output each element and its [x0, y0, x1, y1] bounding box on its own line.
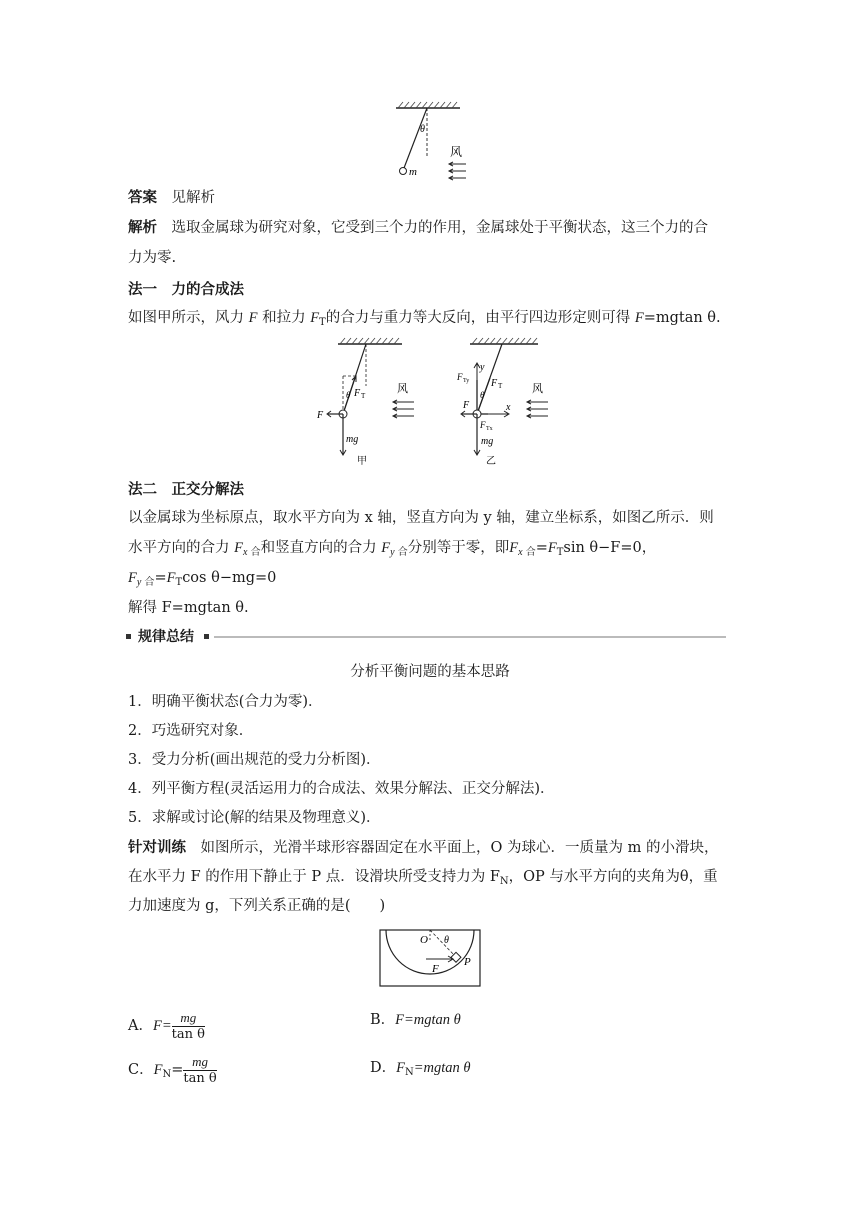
svg-text:θ: θ: [480, 390, 485, 400]
svg-text:θ: θ: [346, 390, 351, 400]
practice-line1: 针对训练 如图所示，光滑半球形容器固定在水平面上，O 为球心．一质量为 m 的小滑块，: [128, 840, 719, 856]
summary-item-4: 4．列平衡方程(灵活运用力的合成法、效果分解法、正交分解法)．: [128, 781, 555, 797]
summary-item-5: 5．求解或讨论(解的结果及物理意义)．: [128, 810, 381, 826]
mass-label: m: [409, 166, 417, 178]
wind-label: 风: [450, 145, 463, 159]
option-b[interactable]: B．F=mgtan θ: [370, 1012, 461, 1028]
figure-jia: [310, 336, 420, 468]
svg-text:Tx: Tx: [486, 426, 493, 432]
method1-text: 如图甲所示，风力 F 和拉力 $F_T$的合力与重力等大反向，由平行四边形定则可得 F=mgtan θ.: [128, 310, 721, 328]
svg-text:T: T: [498, 382, 503, 390]
svg-text:F: F: [457, 372, 463, 382]
figure-yi: [450, 336, 560, 468]
svg-text:θ: θ: [444, 935, 449, 946]
svg-text:F: F: [480, 420, 486, 430]
svg-text:F: F: [317, 410, 324, 421]
summary-title: 分析平衡问题的基本思路: [350, 664, 510, 680]
square-bullet-icon: [204, 634, 209, 639]
svg-text:F: F: [463, 400, 470, 411]
summary-item-3: 3．受力分析(画出规范的受力分析图)．: [128, 752, 381, 768]
square-bullet-icon: [126, 634, 131, 639]
svg-text:mg: mg: [346, 434, 359, 445]
svg-text:风: 风: [532, 383, 543, 395]
option-a[interactable]: A．F= $\frac{mg}{\text{tan θ}}$: [128, 1009, 205, 1042]
svg-text:Ty: Ty: [463, 378, 470, 384]
method2-line3: $F_{y 合}=F_T\cos$ θ−mg=0: [128, 570, 277, 588]
summary-item-2: 2．巧选研究对象．: [128, 723, 254, 739]
svg-text:T: T: [361, 392, 366, 400]
svg-text:风: 风: [397, 383, 408, 395]
practice-line2: 在水平力 F 的作用下静止于 P 点．设滑块所受支持力为 $F_N$，OP 与水平方向的夹角为θ，重: [128, 869, 718, 887]
figure-yi-label: 乙: [486, 456, 496, 467]
option-c[interactable]: C．$F_N=$ $\frac{mg}{\text{tan θ}}$: [128, 1053, 217, 1086]
method1-title: 法一 力的合成法: [128, 282, 244, 298]
hemisphere-figure: [378, 928, 482, 990]
svg-text:F: F: [432, 963, 439, 975]
method2-line4: 解得 F=mgtan θ.: [128, 600, 249, 616]
analysis-line2: 力为零.: [128, 250, 177, 266]
pendulum-wind-figure: [380, 96, 480, 182]
method2-title: 法二 正交分解法: [128, 482, 244, 498]
svg-text:F: F: [354, 388, 361, 399]
practice-line3: 力加速度为 g，下列关系正确的是( ): [128, 898, 386, 914]
svg-text:P: P: [464, 956, 471, 968]
summary-item-1: 1．明确平衡状态(合力为零)．: [128, 694, 323, 710]
svg-text:mg: mg: [481, 436, 494, 447]
divider-line: [214, 636, 726, 638]
summary-header: 规律总结: [126, 627, 726, 647]
svg-text:y: y: [480, 362, 485, 373]
svg-text:F: F: [491, 378, 498, 389]
figure-jia-label: 甲: [357, 456, 367, 467]
answer-line: 答案 见解析: [128, 190, 215, 206]
method2-line1: 以金属球为坐标原点，取水平方向为 x 轴，竖直方向为 y 轴，建立坐标系，如图乙所示．则: [128, 510, 714, 526]
analysis-line1: 解析 选取金属球为研究对象，它受到三个力的作用，金属球处于平衡状态，这三个力的合: [128, 220, 708, 236]
option-d[interactable]: D．$F_N=mgtan$ θ: [370, 1060, 471, 1078]
svg-text:O: O: [420, 934, 428, 946]
method2-line2: 水平方向的合力 $F_{x 合}$和竖直方向的合力 $F_{y 合}$分别等于零，即$F_{x 合}=F_T\sin$ θ−F=0，: [128, 540, 657, 558]
svg-text:x: x: [506, 402, 511, 413]
svg-text:θ: θ: [420, 124, 425, 135]
